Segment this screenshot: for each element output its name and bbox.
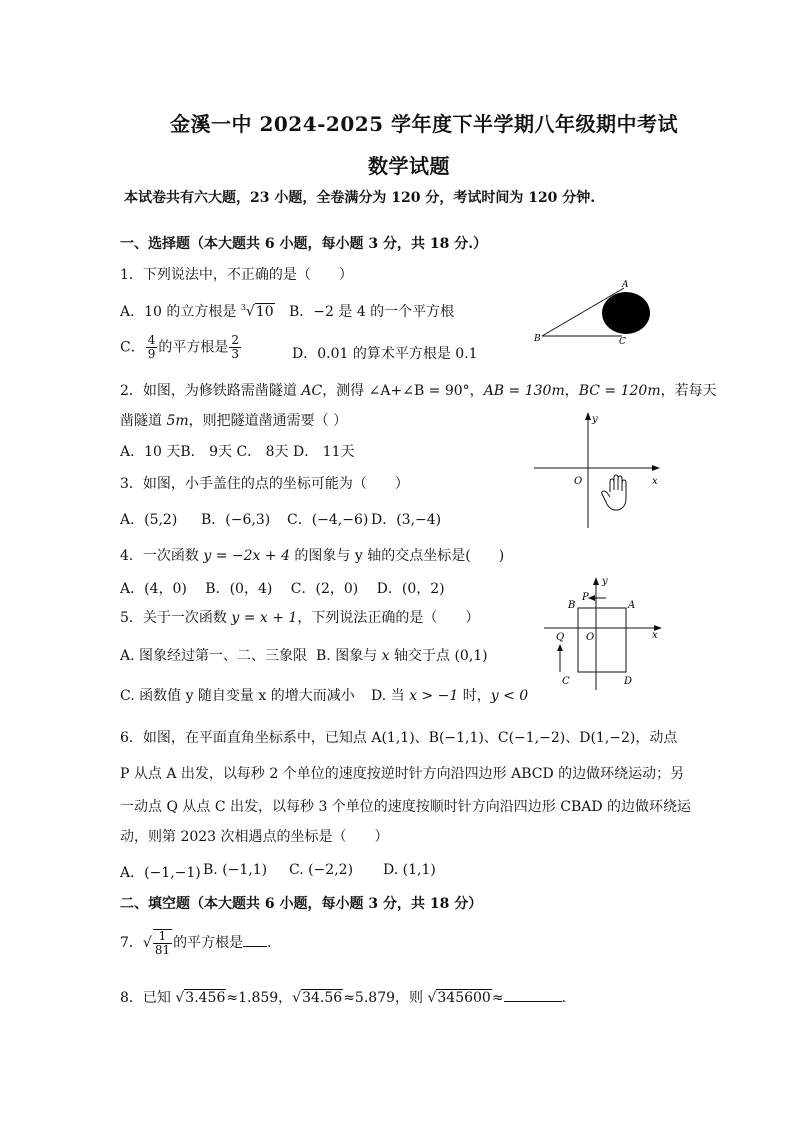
exam-subtitle: 数学试题	[368, 154, 450, 178]
hand-axes-figure	[530, 410, 670, 534]
q1-stem: 1．下列说法中，不正确的是（ ）	[120, 267, 353, 283]
q5-stem: 5．关于一次函数 y = x + 1，下列说法正确的是（ ）	[120, 610, 480, 626]
q5-option-c: C. 函数值 y 随自变量 x 的增大而减小	[120, 688, 355, 704]
q7-answer-blank[interactable]	[243, 946, 267, 947]
square-label-b: B	[568, 600, 576, 611]
q6-option-a: A．(−1,−1)	[120, 865, 201, 881]
q5-option-b: B. 图象与 x 轴交于点 (0,1)	[316, 648, 488, 664]
axes-label-y: y	[592, 414, 598, 425]
hand-icon	[602, 475, 626, 510]
q2-line1: 2．如图，为修铁路需凿隧道 AC，测得 ∠A+∠B = 90°，AB = 130m，BC = 120m，若每天	[120, 383, 717, 399]
q1-option-c: C． $\frac{4}{9}$ 的平方根是 $\frac{2}{3}$	[120, 333, 239, 361]
q7: 7．√ $\frac{1}{81}$ 的平方根是 .	[120, 929, 272, 957]
q6-option-b: B. (−1,1)	[203, 862, 268, 878]
square-label-y: y	[602, 576, 608, 587]
square-label-c: C	[562, 676, 570, 687]
square-label-x: x	[652, 630, 658, 641]
exam-title: 金溪一中 2024-2025 学年度下半学期八年级期中考试	[170, 112, 679, 136]
section2-heading: 二、填空题（本大题共 6 小题，每小题 3 分，共 18 分）	[120, 896, 483, 912]
square-label-p: P	[582, 592, 589, 603]
q6-option-c: C. (−2,2)	[289, 862, 354, 878]
axes-label-x: x	[652, 476, 658, 487]
square-label-q: Q	[556, 632, 565, 643]
q4-options: A．(4，0) B．(0，4) C．(2，0) D．(0，2)	[120, 581, 445, 597]
q6-line1: 6．如图，在平面直角坐标系中，已知点 A(1,1)、B(−1,1)、C(−1,−2)、D(1,−2)，动点	[120, 730, 678, 746]
q6-line4: 动，则第 2023 次相遇点的坐标是（ ）	[120, 829, 389, 845]
q3-option-d: D．(3,−4)	[371, 512, 442, 528]
q6-line3: 一动点 Q 从点 C 出发，以每秒 3 个单位的速度按顺时针方向沿四边形 CBAD 的边做环绕运	[120, 799, 692, 815]
square-label-a: A	[628, 600, 636, 611]
q6-option-d: D. (1,1)	[383, 862, 436, 878]
tunnel-mountain	[602, 292, 650, 334]
q2-options: A．10 天B． 9天 C． 8天 D． 11天	[120, 444, 355, 460]
tunnel-label-b: B	[534, 334, 541, 344]
square-figure	[540, 574, 670, 694]
section1-heading: 一、选择题（本大题共 6 小题，每小题 3 分，共 18 分.）	[120, 236, 488, 252]
square-label-o: O	[586, 632, 595, 643]
axes-label-o: O	[574, 476, 583, 487]
q3-option-a: A．(5,2)	[120, 512, 178, 528]
q3-option-b: B．(−6,3)	[201, 512, 271, 528]
tunnel-figure	[530, 278, 660, 350]
q6-line2: P 从点 A 出发，以每秒 2 个单位的速度按逆时针方向沿四边形 ABCD 的边做环绕运动；另	[120, 766, 685, 782]
q4-stem: 4．一次函数 y = −2x + 4 的图象与 y 轴的交点坐标是( )	[120, 548, 505, 564]
q8-answer-blank[interactable]	[504, 1001, 562, 1002]
q5-option-a: A. 图象经过第一、二、三象限	[120, 648, 308, 664]
q1-option-b: B．−2 是 4 的一个平方根	[289, 304, 455, 320]
tunnel-label-c: C	[619, 337, 626, 347]
q1-option-d: D．0.01 的算术平方根是 0.1	[292, 346, 478, 362]
q3-stem: 3．如图，小手盖住的点的坐标可能为（ ）	[120, 476, 409, 492]
square-label-d: D	[624, 676, 633, 687]
q1-option-a: A．10 的立方根是 $^3$√10	[120, 303, 274, 320]
q3-option-c: C．(−4,−6)	[287, 512, 369, 528]
q2-line2: 凿隧道 5m，则把隧道凿通需要（ ）	[120, 413, 348, 429]
tunnel-label-a: A	[622, 280, 629, 290]
exam-instructions: 本试卷共有六大题，23 小题，全卷满分为 120 分，考试时间为 120 分钟.	[124, 190, 596, 206]
q8: 8．已知 √3.456≈1.859，√34.56≈5.879，则 √345600≈ .	[120, 990, 567, 1006]
q5-option-d: D. 当 x > −1 时，y < 0	[371, 688, 529, 704]
